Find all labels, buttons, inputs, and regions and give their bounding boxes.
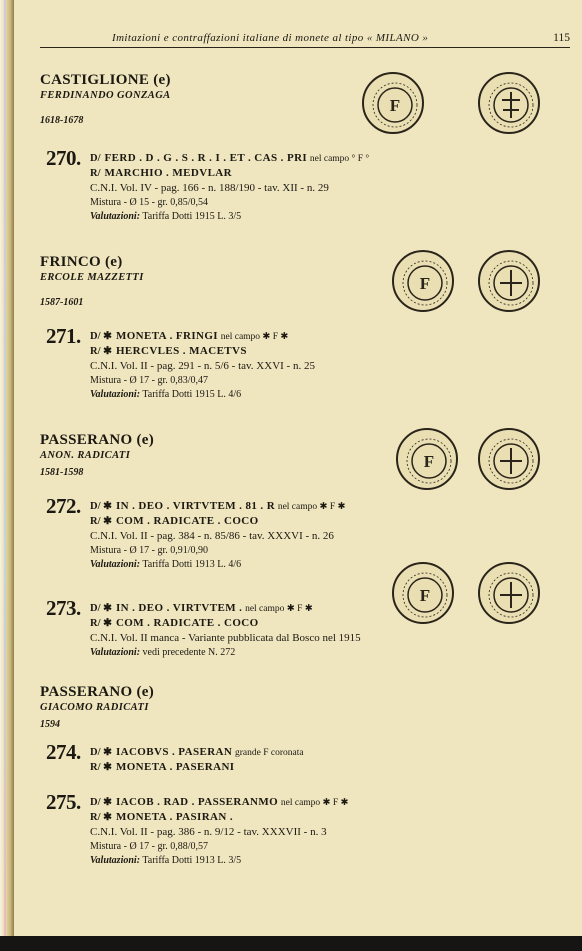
obverse-legend: IACOBVS . PASERAN bbox=[115, 746, 233, 758]
obverse-symbol: D/ ✱ bbox=[90, 331, 112, 342]
obverse-symbol: D/ ✱ bbox=[90, 747, 112, 758]
obverse-note: nel campo ✱ F ✱ bbox=[280, 798, 349, 808]
obverse-symbol: D/ ✱ bbox=[90, 603, 112, 614]
valuation-value: Tariffa Dotti 1913 L. 4/6 bbox=[142, 559, 242, 570]
reign-dates: 1594 bbox=[40, 719, 60, 730]
header-rule bbox=[40, 47, 570, 48]
reverse-symbol: R/ ✱ bbox=[90, 618, 112, 629]
reverse-symbol: R/ bbox=[90, 168, 101, 179]
obverse-symbol: D/ ✱ bbox=[90, 797, 112, 808]
obverse-note: nel campo ° F ° bbox=[309, 154, 370, 164]
valuation-label: Valutazioni: bbox=[90, 389, 141, 400]
mint-name: FRINCO (e) bbox=[40, 254, 123, 270]
cni-reference: C.N.I. Vol. IV - pag. 166 - n. 188/190 - tav. XII - n. 29 bbox=[90, 182, 329, 194]
entry-number: 273. bbox=[46, 596, 81, 620]
page-header bbox=[40, 30, 570, 48]
svg-text:F: F bbox=[419, 586, 431, 605]
valuation-value: vedi precedente N. 272 bbox=[142, 647, 236, 658]
material-info: Mistura - Ø 17 - gr. 0,91/0,90 bbox=[90, 545, 209, 556]
coin-reverse-272 bbox=[478, 428, 540, 490]
cni-reference: C.N.I. Vol. II - pag. 384 - n. 85/86 - tav. XXXVI - n. 26 bbox=[90, 530, 334, 542]
svg-text:F: F bbox=[419, 274, 431, 293]
section-castiglione bbox=[40, 72, 171, 126]
obverse-note: nel campo ✱ F ✱ bbox=[277, 502, 346, 512]
coin-reverse-270 bbox=[478, 72, 540, 134]
reign-dates: 1618-1678 bbox=[40, 115, 84, 126]
entry-number: 274. bbox=[46, 740, 81, 764]
reverse-symbol: R/ ✱ bbox=[90, 812, 112, 823]
material-info: Mistura - Ø 17 - gr. 0,83/0,47 bbox=[90, 375, 209, 386]
reverse-symbol: R/ ✱ bbox=[90, 346, 112, 357]
reverse-symbol: R/ ✱ bbox=[90, 516, 112, 527]
lord-name: FERDINANDO GONZAGA bbox=[40, 90, 171, 101]
reverse-symbol: R/ ✱ bbox=[90, 762, 112, 773]
material-info: Mistura - Ø 15 - gr. 0,85/0,54 bbox=[90, 197, 209, 208]
valuation-label: Valutazioni: bbox=[90, 211, 141, 222]
material-info: Mistura - Ø 17 - gr. 0,88/0,57 bbox=[90, 841, 209, 852]
reverse-legend: MONETA . PASIRAN . bbox=[115, 811, 234, 823]
entry-number: 275. bbox=[46, 790, 81, 814]
cni-reference: C.N.I. Vol. II - pag. 386 - n. 9/12 - tav. XXXVII - n. 3 bbox=[90, 826, 327, 838]
reverse-legend: COM . RADICATE . COCO bbox=[115, 515, 259, 527]
lord-name: GIACOMO RADICATI bbox=[40, 702, 149, 713]
coin-obverse-271 bbox=[392, 250, 454, 312]
obverse-legend: FERD . D . G . S . R . I . ET . CAS . PRI bbox=[104, 152, 308, 164]
coin-obverse-272 bbox=[396, 428, 458, 490]
svg-text:F: F bbox=[389, 96, 401, 115]
obverse-note: nel campo ✱ F ✱ bbox=[220, 332, 289, 342]
coin-reverse-273 bbox=[478, 562, 540, 624]
coin-obverse-270 bbox=[362, 72, 424, 134]
obverse-legend: IN . DEO . VIRTVTEM . bbox=[115, 602, 243, 614]
obverse-symbol: D/ ✱ bbox=[90, 501, 112, 512]
section-passerano-giacomo bbox=[40, 684, 154, 730]
coin-reverse-271 bbox=[478, 250, 540, 312]
reverse-legend: MARCHIO . MEDVLAR bbox=[104, 167, 232, 179]
cni-reference: C.N.I. Vol. II manca - Variante pubblicata dal Bosco nel 1915 bbox=[90, 632, 361, 644]
reverse-legend: COM . RADICATE . COCO bbox=[115, 617, 259, 629]
valuation-value: Tariffa Dotti 1915 L. 4/6 bbox=[142, 389, 242, 400]
lord-name: ERCOLE MAZZETTI bbox=[40, 272, 144, 283]
obverse-legend: IN . DEO . VIRTVTEM . 81 . R bbox=[115, 500, 276, 512]
svg-text:F: F bbox=[423, 452, 435, 471]
obverse-symbol: D/ bbox=[90, 153, 101, 164]
valuation-label: Valutazioni: bbox=[90, 855, 141, 866]
valuation-value: Tariffa Dotti 1913 L. 3/5 bbox=[142, 855, 242, 866]
section-frinco bbox=[40, 254, 144, 308]
reverse-legend: HERCVLES . MACETVS bbox=[115, 345, 247, 357]
lord-name: ANON. RADICATI bbox=[40, 450, 131, 461]
mint-name: CASTIGLIONE (e) bbox=[40, 72, 171, 88]
mint-name: PASSERANO (e) bbox=[40, 432, 155, 448]
reign-dates: 1581-1598 bbox=[40, 467, 84, 478]
obverse-legend: IACOB . RAD . PASSERANMO bbox=[115, 796, 279, 808]
section-passerano-anon bbox=[40, 432, 154, 478]
obverse-note: grande F coronata bbox=[235, 748, 304, 758]
page-number: 115 bbox=[553, 32, 570, 44]
valuation-label: Valutazioni: bbox=[90, 647, 141, 658]
entry-number: 271. bbox=[46, 324, 81, 348]
mint-name: PASSERANO (e) bbox=[40, 684, 155, 700]
reverse-legend: MONETA . PASERANI bbox=[115, 761, 235, 773]
cni-reference: C.N.I. Vol. II - pag. 291 - n. 5/6 - tav. XXVI - n. 25 bbox=[90, 360, 315, 372]
obverse-legend: MONETA . FRINGI bbox=[115, 330, 218, 342]
entry-number: 270. bbox=[46, 146, 81, 170]
valuation-value: Tariffa Dotti 1915 L. 3/5 bbox=[142, 211, 242, 222]
scan-bottom-edge bbox=[0, 936, 582, 951]
valuation-label: Valutazioni: bbox=[90, 559, 141, 570]
entry-number: 272. bbox=[46, 494, 81, 518]
page-gutter bbox=[0, 0, 14, 951]
running-title: Imitazioni e contraffazioni italiane di monete al tipo « MILANO » bbox=[112, 32, 429, 44]
obverse-note: nel campo ✱ F ✱ bbox=[245, 604, 313, 614]
reign-dates: 1587-1601 bbox=[40, 297, 84, 308]
